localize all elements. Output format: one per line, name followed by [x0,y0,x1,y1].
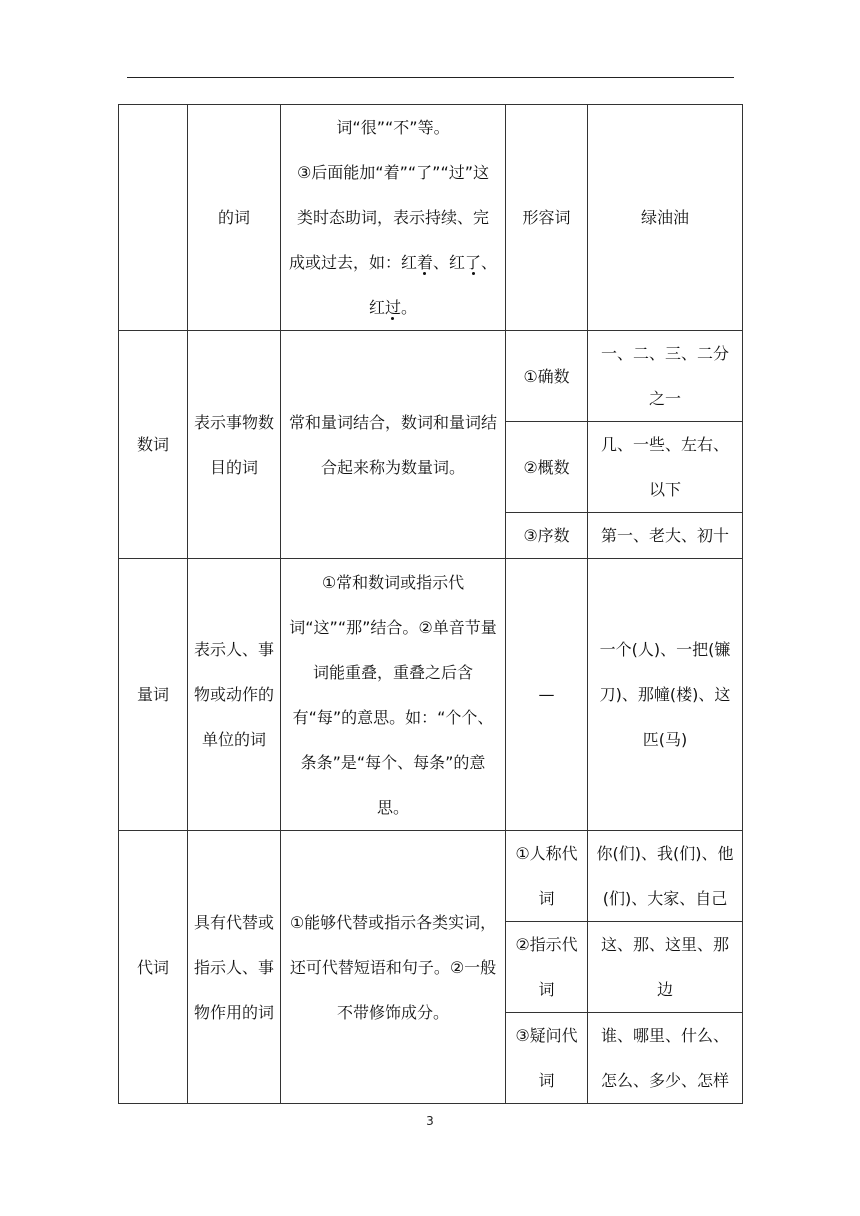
example-cell-classifier [588,559,743,831]
sub-cell [506,1013,588,1104]
sub-text: 形容词 [522,208,571,227]
table-row-adjective [119,105,743,331]
desc-cell-pronoun [188,831,281,1104]
char-text: 常和量词结合，数词和量词结合起来称为数量词。 [288,412,497,477]
char-cell-pronoun [281,831,506,1104]
category-cell-pronoun [119,831,188,1104]
example-text: 你(们)、我(们)、他(们)、大家、自己 [596,844,734,908]
char-line [287,285,499,330]
char-cell-adjective [281,105,506,331]
sub-text: ①人称代词 [515,844,578,908]
char-text: 。 [401,298,418,317]
emphasis-dot-char: 着 [417,240,433,285]
char-text: 红 [368,298,385,317]
page-number: 3 [426,1114,434,1128]
desc-cell-classifier [188,559,281,831]
emphasis-dot-char: 了 [465,240,481,285]
word-class-table [118,104,743,1104]
table-row-numeral [119,331,743,422]
sub-text: ②概数 [523,457,570,477]
header-rule [127,77,734,78]
example-text: 谁、哪里、什么、怎么、多少、怎样 [600,1026,729,1090]
desc-cell-numeral [188,331,281,559]
sub-text: ①确数 [523,366,570,386]
sub-cell [506,831,588,922]
char-text: 、 [481,253,498,272]
emphasis-dot-char: 过 [385,285,401,330]
example-cell [588,1013,743,1104]
desc-text: 表示事物数目的词 [194,412,275,477]
example-text: 第一、老大、初十 [600,526,729,545]
category-text: 量词 [136,685,169,704]
char-line: ③后面能加“着”“了”“过”这 [296,163,490,182]
example-cell-adjective [588,105,743,331]
sub-cell [506,922,588,1013]
example-text: 绿油油 [640,208,689,227]
char-line: 类时态助词，表示持续、完 [296,208,489,227]
category-cell-numeral [119,331,188,559]
example-text: 这、那、这里、那边 [600,935,729,999]
char-text: 、红 [432,253,465,272]
char-text: 成或过去，如：红 [288,253,417,272]
table-row-pronoun [119,831,743,922]
category-text: 代词 [136,957,169,977]
char-line: 词“很”“不”等。 [336,118,450,137]
sub-cell-adjective [506,105,588,331]
dash-text: — [538,685,555,704]
example-cell [588,922,743,1013]
table-row-classifier [119,559,743,831]
sub-cell [506,331,588,422]
example-cell [588,331,743,422]
sub-cell [506,422,588,513]
category-cell-adjective [119,105,188,331]
char-text: ①能够代替或指示各类实词，还可代替短语和句子。②一般不带修饰成分。 [289,912,497,1022]
char-cell-numeral [281,331,506,559]
desc-text: 具有代替或指示人、事物作用的词 [194,912,275,1022]
sub-cell [506,513,588,559]
example-text: 一、二、三、二分之一 [600,344,729,408]
char-text: ①常和数词或指示代词“这”“那”结合。②单音节量词能重叠，重叠之后含有“每”的意思。如：“个个、条条”是“每个、每条”的意思。 [289,572,497,817]
sub-text: ③序数 [523,526,570,545]
category-text: 数词 [136,435,169,454]
desc-text: 表示人、事物或动作的单位的词 [194,640,275,749]
sub-text: ②指示代词 [515,935,578,999]
sub-cell-classifier [506,559,588,831]
example-cell [588,422,743,513]
sub-text: ③疑问代词 [515,1026,578,1090]
example-text: 几、一些、左右、以下 [600,435,729,499]
example-text: 一个(人)、一把(镰刀)、那幢(楼)、这匹(马) [599,640,731,749]
char-cell-classifier [281,559,506,831]
desc-cell-adjective [188,105,281,331]
example-cell [588,513,743,559]
desc-text: 的词 [217,208,250,227]
category-cell-classifier [119,559,188,831]
char-line [287,240,499,285]
example-cell [588,831,743,922]
